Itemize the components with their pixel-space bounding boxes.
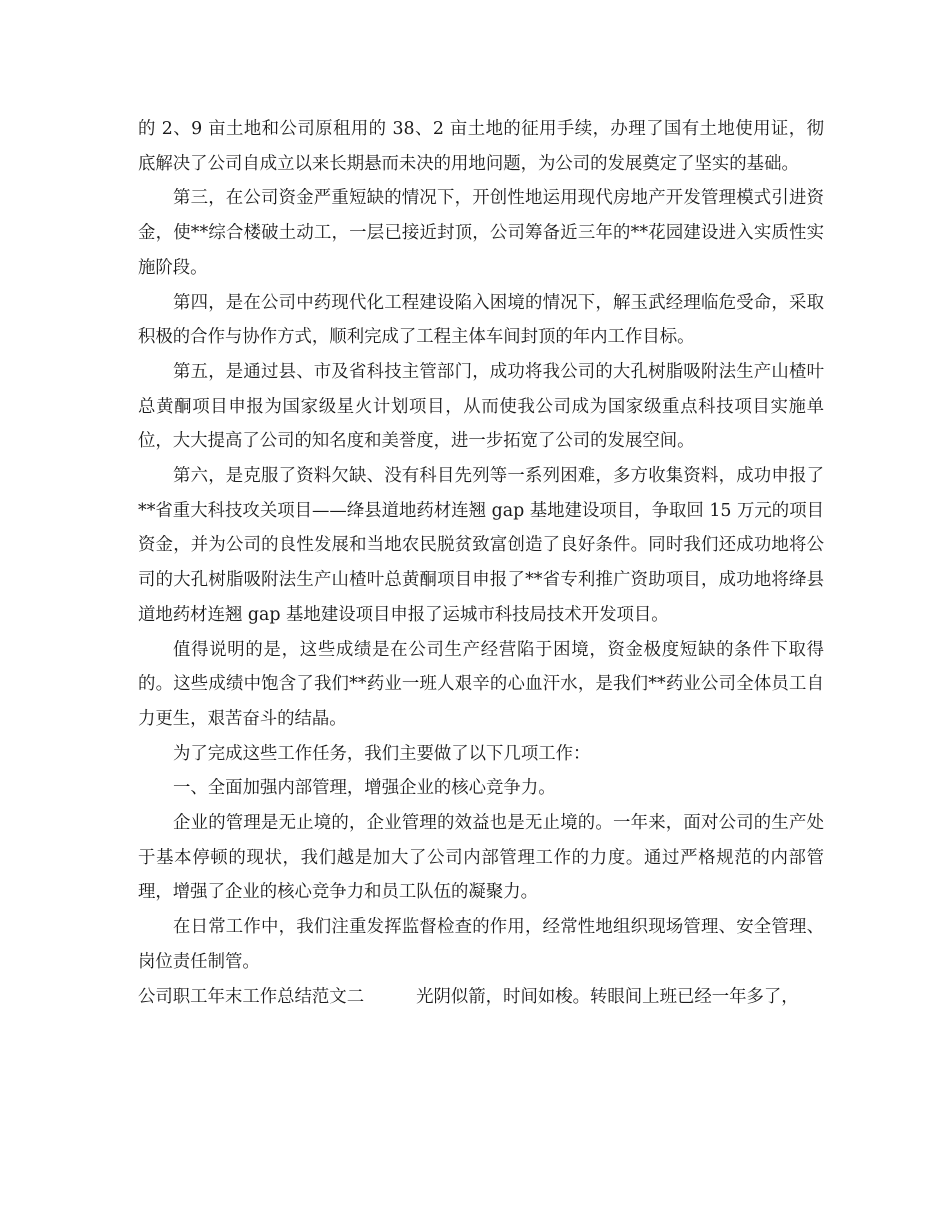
paragraph-land-procedures: 的 2、9 亩土地和公司原租用的 38、2 亩土地的征用手续，办理了国有土地使用证，彻底解决了公司自成立以来长期悬而未决的用地问题，为公司的发展奠定了坚实的基础。: [138, 119, 824, 174]
paragraph-management-efficiency: 企业的管理是无止境的，企业管理的效益也是无止境的。一年来，面对公司的生产处于基本停顿的现状，我们越是加大了公司内部管理工作的力度。通过严格规范的内部管理，增强了企业的核心竞争力和员工队伍的凝聚力。: [138, 813, 824, 903]
paragraph-daily-supervision: 在日常工作中，我们注重发挥监督检查的作用，经常性地组织现场管理、安全管理、岗位责任制管。: [138, 917, 824, 972]
document-body: [138, 112, 824, 1014]
paragraph-sixth-achievement: 第六，是克服了资料欠缺、没有科目先列等一系列困难，多方收集资料，成功申报了**省重大科技攻关项目——绛县道地药材连翘 gap 基地建设项目，争取回 15 万元的项目资金，并为公司的良性发展和当地农民脱贫致富创造了良好条件。同时我们还成功地将公司的大孔树脂吸附法生产山楂叶总黄酮项目申报了**省专利推广资助项目，成功地将绛县道地药材连翘 gap 基地建设项目申报了运城市科技局技术开发项目。: [138, 466, 824, 625]
paragraph-fifth-achievement: 第五，是通过县、市及省科技主管部门，成功将我公司的大孔树脂吸附法生产山楂叶总黄酮项目申报为国家级星火计划项目，从而使我公司成为国家级重点科技项目实施单位，大大提高了公司的知名度和美誉度，进一步拓宽了公司的发展空间。: [138, 361, 824, 452]
section-heading-internal-management: 一、全面加强内部管理，增强企业的核心竞争力。: [173, 778, 556, 799]
paragraph-third-achievement: 第三，在公司资金严重短缺的情况下，开创性地运用现代房地产开发管理模式引进资金，使**综合楼破土动工，一层已接近封顶，公司筹备近三年的**花园建设进入实质性实施阶段。: [138, 188, 824, 278]
paragraph-achievement-note: 值得说明的是，这些成绩是在公司生产经营陷于困境，资金极度短缺的条件下取得的。这些成绩中饱含了我们**药业一班人艰辛的心血汗水，是我们**药业公司全体员工自力更生，艰苦奋斗的结晶。: [138, 639, 824, 729]
closing-text: 光阴似箭，时间如梭。转眼间上班已经一年多了，: [416, 986, 799, 1007]
closing-title: 公司职工年末工作总结范文二: [138, 986, 365, 1007]
closing-line: [138, 980, 824, 1015]
paragraph-fourth-achievement: 第四，是在公司中药现代化工程建设陷入困境的情况下，解玉武经理临危受命，采取积极的合作与协作方式，顺利完成了工程主体车间封顶的年内工作目标。: [138, 292, 824, 348]
paragraph-work-intro: 为了完成这些工作任务，我们主要做了以下几项工作：: [173, 743, 591, 764]
